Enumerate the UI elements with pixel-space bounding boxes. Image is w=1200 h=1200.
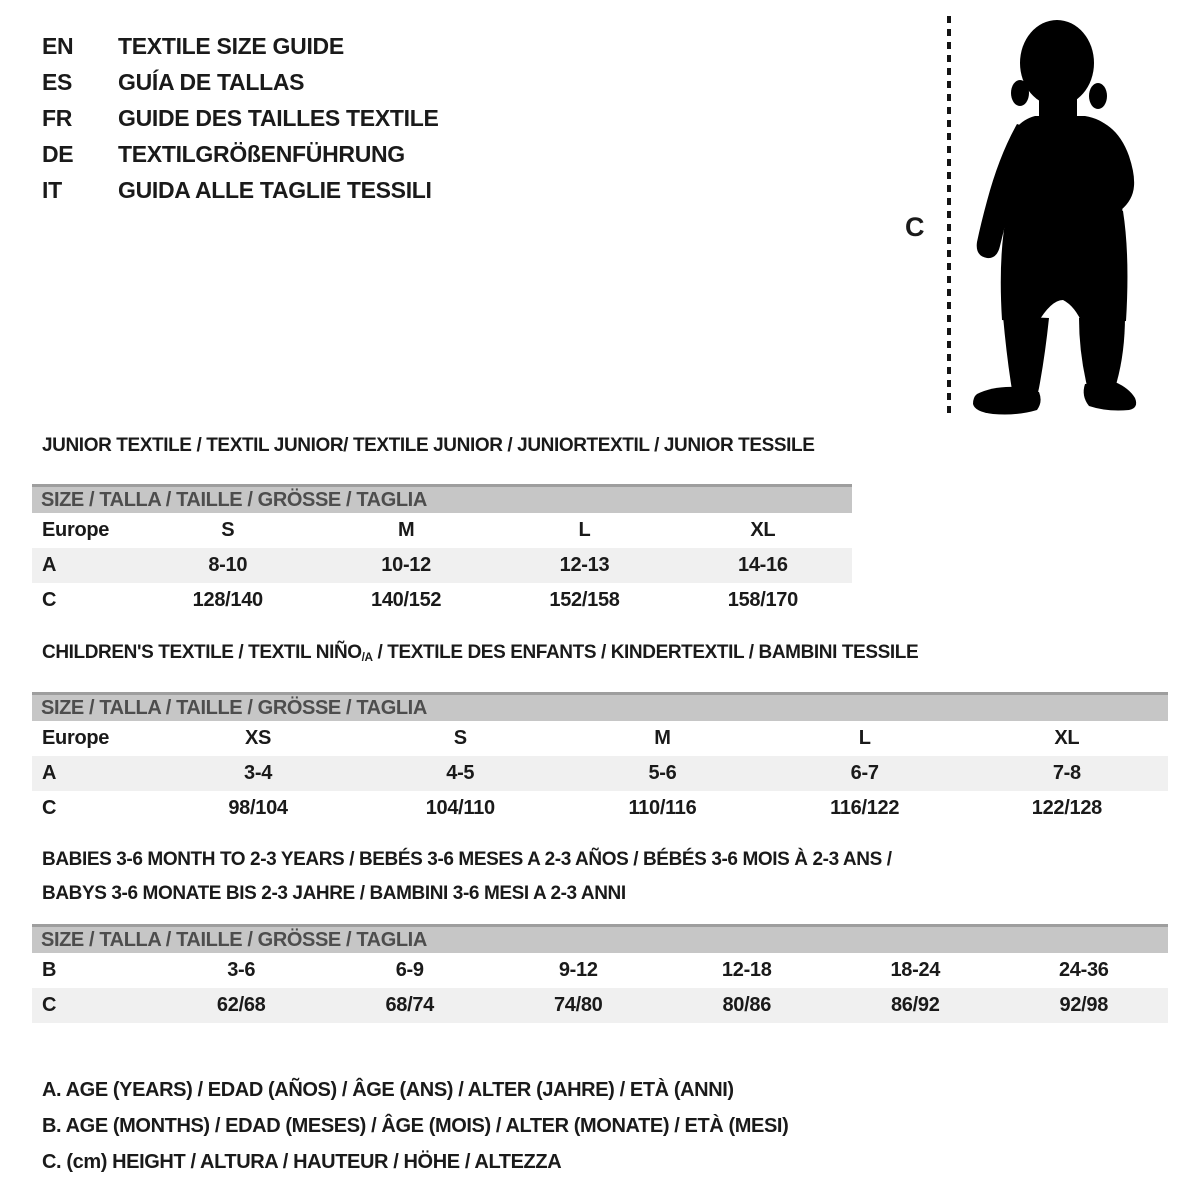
table-row bbox=[32, 791, 1168, 826]
footnote-c: C. (cm) HEIGHT / ALTURA / HAUTEUR / HÖHE / ALTEZZA bbox=[42, 1151, 562, 1173]
table-cell: 3-6 bbox=[227, 959, 256, 981]
table-cell: XL bbox=[1054, 727, 1080, 749]
row-label: C bbox=[42, 589, 57, 611]
table-cell: 6-7 bbox=[850, 762, 879, 784]
footnotes bbox=[42, 1072, 788, 1180]
table-cell: S bbox=[453, 727, 467, 749]
table-cell: 5-6 bbox=[648, 762, 677, 784]
lang-title: GUÍA DE TALLAS bbox=[118, 68, 305, 95]
lang-row-de bbox=[42, 136, 439, 172]
table-cell: 86/92 bbox=[890, 994, 940, 1016]
row-label: Europe bbox=[42, 727, 110, 749]
row-label: C bbox=[42, 994, 57, 1016]
table-cell: 24-36 bbox=[1058, 959, 1109, 981]
table-cell: 6-9 bbox=[395, 959, 424, 981]
table-row bbox=[32, 721, 1168, 756]
junior-table-header-band: SIZE / TALLA / TAILLE / GRÖSSE / TAGLIA bbox=[32, 484, 852, 513]
lang-row-it bbox=[42, 172, 439, 208]
table-cell: 92/98 bbox=[1059, 994, 1109, 1016]
lang-row-fr bbox=[42, 100, 439, 136]
children-section-title bbox=[42, 642, 918, 664]
children-title-subscript: /A bbox=[361, 650, 373, 664]
table-cell: 152/158 bbox=[549, 589, 620, 611]
babies-section-title-line1: BABIES 3-6 MONTH TO 2-3 YEARS / BEBÉS 3-6 MESES A 2-3 AÑOS / BÉBÉS 3-6 MOIS À 2-3 ANS / bbox=[42, 849, 892, 870]
table-cell: M bbox=[397, 519, 415, 541]
table-cell: 18-24 bbox=[890, 959, 941, 981]
lang-code: ES bbox=[42, 68, 73, 95]
children-table-header-band: SIZE / TALLA / TAILLE / GRÖSSE / TAGLIA bbox=[32, 692, 1168, 721]
junior-size-table bbox=[32, 484, 852, 618]
row-label: B bbox=[42, 959, 57, 981]
table-row bbox=[32, 583, 852, 618]
children-size-table bbox=[32, 692, 1168, 826]
lang-title: TEXTILE SIZE GUIDE bbox=[118, 32, 344, 59]
table-cell: 9-12 bbox=[558, 959, 598, 981]
table-cell: 158/170 bbox=[727, 589, 798, 611]
table-cell: 68/74 bbox=[385, 994, 434, 1016]
lang-code: DE bbox=[42, 140, 74, 167]
table-row bbox=[32, 953, 1168, 988]
table-cell: 8-10 bbox=[208, 554, 248, 576]
table-cell: L bbox=[578, 519, 591, 541]
table-cell: 7-8 bbox=[1052, 762, 1081, 784]
babies-table-header-band: SIZE / TALLA / TAILLE / GRÖSSE / TAGLIA bbox=[32, 924, 1168, 953]
table-cell: 122/128 bbox=[1031, 797, 1102, 819]
table-row bbox=[32, 756, 1168, 791]
table-cell: 4-5 bbox=[446, 762, 475, 784]
table-cell: S bbox=[221, 519, 235, 541]
lang-title: TEXTILGRÖßENFÜHRUNG bbox=[118, 140, 405, 167]
height-measure-dashed-line bbox=[947, 16, 951, 416]
children-title-rest: / TEXTILE DES ENFANTS / KINDERTEXTIL / BAMBINI TESSILE bbox=[372, 642, 919, 663]
row-label: A bbox=[42, 554, 57, 576]
table-cell: 140/152 bbox=[371, 589, 442, 611]
table-cell: 10-12 bbox=[381, 554, 431, 576]
table-cell: 12-13 bbox=[559, 554, 610, 576]
lang-code: EN bbox=[42, 32, 74, 59]
table-cell: 80/86 bbox=[722, 994, 772, 1016]
baby-silhouette-icon bbox=[957, 16, 1147, 421]
table-cell: L bbox=[858, 727, 871, 749]
babies-section-title-line2: BABYS 3-6 MONATE BIS 2-3 JAHRE / BAMBINI 3-6 MESI A 2-3 ANNI bbox=[42, 883, 626, 904]
table-row bbox=[32, 513, 852, 548]
table-cell: 128/140 bbox=[192, 589, 263, 611]
table-cell: 62/68 bbox=[216, 994, 266, 1016]
lang-title: GUIDA ALLE TAGLIE TESSILI bbox=[118, 176, 432, 203]
babies-size-table bbox=[32, 924, 1168, 1023]
table-cell: 98/104 bbox=[228, 797, 288, 819]
table-cell: 104/110 bbox=[425, 797, 495, 819]
table-cell: XS bbox=[245, 727, 272, 749]
lang-code: FR bbox=[42, 104, 73, 131]
row-label: A bbox=[42, 762, 57, 784]
table-cell: 116/122 bbox=[830, 797, 900, 819]
junior-section-title: JUNIOR TEXTILE / TEXTIL JUNIOR/ TEXTILE JUNIOR / JUNIORTEXTIL / JUNIOR TESSILE bbox=[42, 435, 815, 456]
lang-code: IT bbox=[42, 176, 62, 203]
row-label: C bbox=[42, 797, 57, 819]
table-cell: 12-18 bbox=[721, 959, 772, 981]
table-cell: M bbox=[654, 727, 671, 749]
children-title-main: CHILDREN'S TEXTILE / TEXTIL NIÑO bbox=[42, 642, 362, 663]
table-row bbox=[32, 548, 852, 583]
table-cell: 3-4 bbox=[244, 762, 273, 784]
table-cell: XL bbox=[750, 519, 776, 541]
table-cell: 110/116 bbox=[628, 797, 697, 819]
row-label: Europe bbox=[42, 519, 110, 541]
footnote-b: B. AGE (MONTHS) / EDAD (MESES) / ÂGE (MOIS) / ALTER (MONATE) / ETÀ (MESI) bbox=[42, 1115, 789, 1137]
lang-row-en bbox=[42, 28, 439, 64]
lang-title: GUIDE DES TAILLES TEXTILE bbox=[118, 104, 439, 131]
table-cell: 14-16 bbox=[738, 554, 788, 576]
language-legend bbox=[42, 28, 439, 208]
table-cell: 74/80 bbox=[553, 994, 603, 1016]
table-row bbox=[32, 988, 1168, 1023]
lang-row-es bbox=[42, 64, 439, 100]
height-measure-label: C bbox=[905, 212, 925, 242]
footnote-a: A. AGE (YEARS) / EDAD (AÑOS) / ÂGE (ANS) / ALTER (JAHRE) / ETÀ (ANNI) bbox=[42, 1079, 734, 1101]
